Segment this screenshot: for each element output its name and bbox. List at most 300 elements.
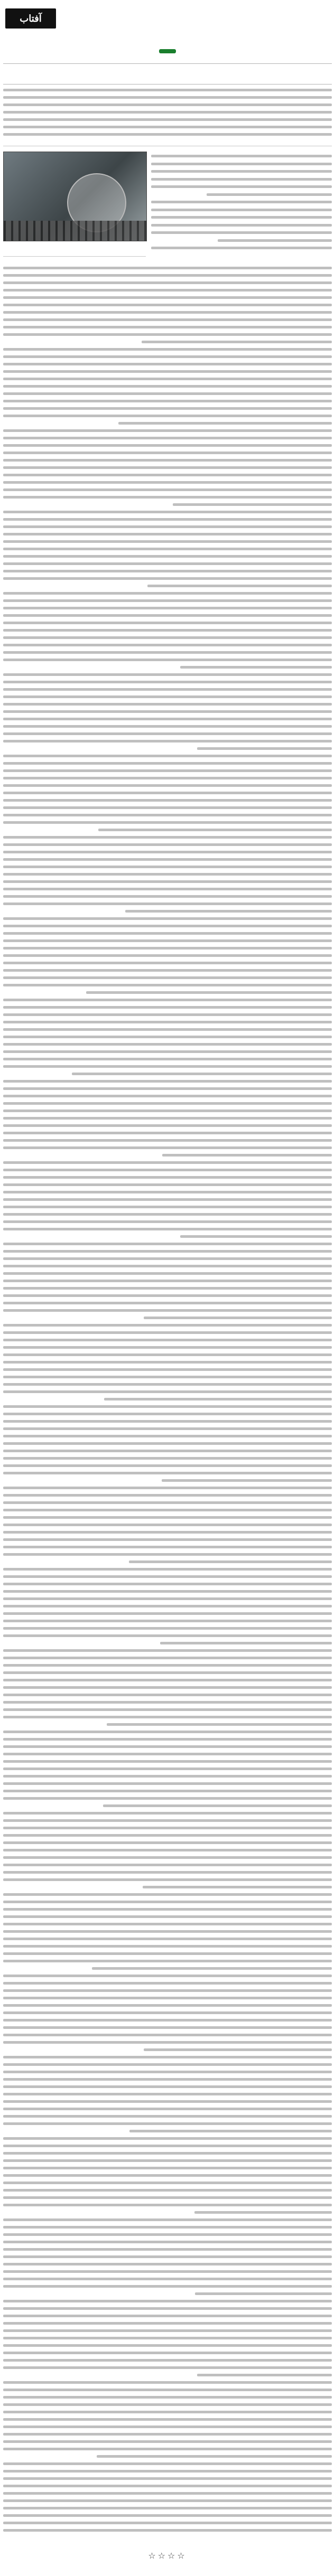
article (3, 45, 332, 2532)
text-line (3, 1997, 332, 1999)
text-line (3, 917, 332, 920)
text-line (3, 2462, 332, 2465)
text-line (3, 2248, 332, 2251)
text-line (3, 1841, 332, 1844)
text-line (3, 999, 332, 1001)
text-line (3, 1309, 332, 1312)
text-line (3, 939, 332, 942)
text-line (3, 2477, 332, 2480)
text-line (3, 2078, 332, 2081)
text-line (3, 2418, 332, 2421)
text-line (103, 1804, 332, 1807)
text-line (3, 444, 332, 447)
text-line (3, 133, 332, 136)
text-line (3, 1442, 332, 1445)
text-line (3, 407, 332, 410)
text-line (3, 1361, 332, 1364)
text-line (3, 762, 332, 765)
photo-gate-detail (4, 221, 146, 241)
headline (3, 63, 332, 84)
text-line (3, 2337, 332, 2339)
text-line (3, 1058, 332, 1060)
text-line (3, 629, 332, 632)
text-line (3, 1250, 332, 1253)
masthead (0, 0, 335, 42)
text-line (3, 1708, 332, 1711)
text-line (3, 1546, 332, 1548)
text-line (3, 710, 332, 713)
text-line (3, 452, 332, 454)
text-line (3, 1087, 332, 1090)
text-line (3, 1021, 332, 1023)
text-line (3, 2100, 332, 2103)
text-line (162, 1154, 332, 1157)
text-line (3, 1450, 332, 1452)
text-line (173, 503, 332, 506)
text-line (3, 1487, 332, 1489)
text-line (3, 2514, 332, 2517)
text-line (197, 747, 332, 750)
text-line (3, 2196, 332, 2199)
text-line (3, 2470, 332, 2472)
text-line (3, 1531, 332, 1534)
text-line (3, 1694, 332, 1696)
text-line (3, 1701, 332, 1704)
text-line (3, 1036, 332, 1038)
text-line (3, 1657, 332, 1659)
text-line (3, 2026, 332, 2029)
text-line (3, 1080, 332, 1083)
text-line (3, 1775, 332, 1778)
text-line (3, 2167, 332, 2169)
text-line (3, 2411, 332, 2413)
text-line (3, 2389, 332, 2391)
text-line (151, 209, 332, 211)
text-line (3, 1664, 332, 1667)
text-line (3, 2182, 332, 2184)
text-line (3, 1331, 332, 1334)
text-line (3, 1960, 332, 1962)
text-line (3, 1509, 332, 1511)
text-line (3, 2204, 332, 2206)
text-line (3, 1731, 332, 1733)
text-line (160, 1642, 332, 1644)
text-line (3, 2315, 332, 2317)
text-line (3, 858, 332, 861)
text-line (98, 829, 332, 831)
text-line (3, 1095, 332, 1097)
text-line (3, 104, 332, 106)
text-line (3, 1132, 332, 1134)
text-line (3, 1280, 332, 1282)
kicker-row (3, 45, 332, 60)
text-line (3, 1679, 332, 1681)
text-line (3, 1923, 332, 1925)
text-line (3, 732, 332, 735)
text-line (3, 1110, 332, 1112)
text-line (3, 2278, 332, 2280)
text-line (3, 2004, 332, 2007)
text-line (3, 2507, 332, 2509)
text-line (3, 1716, 332, 1718)
text-line (3, 118, 332, 121)
text-line (3, 1176, 332, 1179)
text-line (3, 2019, 332, 2022)
text-line (129, 1560, 332, 1563)
text-line (3, 821, 332, 824)
text-line (3, 1649, 332, 1652)
text-line (3, 1915, 332, 1918)
text-line (3, 1427, 332, 1430)
text-line (3, 2263, 332, 2265)
text-line (3, 1516, 332, 1519)
text-line (3, 474, 332, 476)
text-line (3, 1324, 332, 1327)
text-line (3, 888, 332, 890)
text-line (3, 511, 332, 513)
text-line (3, 962, 332, 964)
text-line (151, 216, 332, 219)
text-line (104, 1398, 332, 1400)
text-line (3, 814, 332, 816)
text-line (3, 799, 332, 802)
text-line (3, 688, 332, 691)
text-line (3, 1849, 332, 1851)
text-line (3, 2381, 332, 2384)
text-line (3, 1117, 332, 1120)
text-line (3, 1812, 332, 1815)
text-line (3, 2233, 332, 2236)
text-line (3, 843, 332, 846)
text-line (3, 1745, 332, 1748)
text-line (3, 866, 332, 868)
text-line (3, 2322, 332, 2325)
text-line (3, 947, 332, 949)
text-line (3, 311, 332, 314)
text-line (3, 392, 332, 395)
text-line (86, 991, 332, 994)
text-line (3, 1368, 332, 1371)
text-line (3, 2011, 332, 2014)
text-line (3, 1524, 332, 1526)
text-line (3, 2159, 332, 2162)
text-line (144, 1317, 332, 1319)
text-line (3, 2108, 332, 2110)
text-line (3, 1538, 332, 1541)
text-line (3, 1901, 332, 1903)
text-line (3, 370, 332, 373)
text-line (195, 2292, 332, 2295)
text-line (3, 466, 332, 469)
text-line (3, 1124, 332, 1127)
text-line (3, 518, 332, 521)
article-photo (3, 152, 147, 241)
text-line (3, 1161, 332, 1164)
text-line (3, 2529, 332, 2532)
text-line (3, 533, 332, 535)
text-line (3, 1206, 332, 1208)
text-line (3, 1938, 332, 1940)
text-line (3, 555, 332, 558)
text-line (3, 1760, 332, 1763)
text-line (3, 1553, 332, 1556)
text-line (3, 673, 332, 676)
text-line (3, 1975, 332, 1977)
text-line (3, 267, 332, 269)
text-line (3, 1272, 332, 1275)
text-line (180, 666, 332, 669)
text-line (151, 231, 332, 234)
text-line (3, 1627, 332, 1630)
text-line (3, 1265, 332, 1267)
text-line (3, 2085, 332, 2088)
text-line (3, 355, 332, 358)
text-line (3, 880, 332, 883)
text-line (3, 1738, 332, 1741)
text-line (3, 2226, 332, 2229)
text-line (3, 1575, 332, 1578)
text-line (3, 2041, 332, 2044)
text-line (3, 1671, 332, 1674)
text-line (194, 2211, 332, 2214)
text-line (197, 2374, 332, 2376)
text-line (3, 1878, 332, 1881)
text-line (3, 378, 332, 380)
text-line (3, 1435, 332, 1437)
text-line (3, 1819, 332, 1822)
text-line (3, 548, 332, 550)
text-line (3, 1302, 332, 1304)
text-line (142, 341, 332, 343)
text-line (3, 1590, 332, 1593)
text-line (3, 2344, 332, 2347)
text-line (3, 1790, 332, 1792)
text-line (118, 422, 332, 425)
text-line (3, 2485, 332, 2487)
text-line (3, 400, 332, 402)
text-line (3, 1050, 332, 1053)
text-line (3, 1612, 332, 1615)
text-line (3, 318, 332, 321)
text-line (3, 326, 332, 328)
text-line (3, 540, 332, 543)
text-line (3, 1620, 332, 1622)
text-line (143, 1886, 332, 1888)
text-line (3, 614, 332, 617)
text-line (3, 1827, 332, 1829)
text-line (3, 2396, 332, 2399)
text-line (3, 1405, 332, 1408)
text-line (3, 2218, 332, 2221)
text-line (3, 725, 332, 728)
text-line (3, 2034, 332, 2036)
text-line (3, 1169, 332, 1171)
text-line (3, 740, 332, 742)
text-line (3, 1257, 332, 1260)
text-line (3, 1834, 332, 1837)
text-line (3, 2145, 332, 2147)
text-line (3, 806, 332, 809)
text-line (3, 2285, 332, 2288)
text-line (3, 2366, 332, 2369)
text-line (3, 703, 332, 706)
text-line (3, 1472, 332, 1474)
kicker-label (159, 49, 176, 53)
text-line (3, 1864, 332, 1866)
text-line (3, 1501, 332, 1504)
text-line (3, 2448, 332, 2450)
text-line (3, 636, 332, 639)
text-line (3, 496, 332, 499)
text-line (3, 1383, 332, 1386)
end-of-article-stars: ☆☆☆☆ (148, 2551, 187, 2561)
text-line (3, 659, 332, 661)
text-line (3, 459, 332, 462)
text-line (3, 1583, 332, 1585)
text-line (3, 1457, 332, 1460)
text-line (3, 96, 332, 99)
text-line (3, 1028, 332, 1031)
text-line (3, 2499, 332, 2502)
text-line (3, 2056, 332, 2058)
text-line (3, 1220, 332, 1223)
photo-row (3, 152, 332, 260)
text-line (129, 2130, 332, 2132)
text-line (3, 1768, 332, 1770)
text-line (3, 769, 332, 772)
lead-paragraph (3, 89, 332, 146)
text-line (3, 2492, 332, 2495)
text-line (3, 1390, 332, 1393)
text-line (3, 2174, 332, 2177)
text-line (3, 1243, 332, 1245)
text-line (3, 126, 332, 128)
text-line (3, 851, 332, 853)
text-line (3, 984, 332, 986)
text-line (3, 2307, 332, 2310)
text-line (3, 1782, 332, 1785)
text-line (3, 1634, 332, 1637)
text-line (3, 562, 332, 565)
text-line (3, 607, 332, 609)
text-line (147, 585, 332, 587)
text-line (3, 2440, 332, 2443)
text-line (3, 525, 332, 528)
text-line (3, 577, 332, 580)
text-line (3, 1420, 332, 1423)
text-line (3, 1568, 332, 1571)
newspaper-logo (5, 8, 56, 29)
text-line (3, 488, 332, 491)
text-line (3, 1464, 332, 1467)
text-line (3, 2352, 332, 2354)
text-line (3, 2115, 332, 2118)
text-line (3, 1102, 332, 1105)
text-line (3, 1228, 332, 1230)
text-line (3, 1191, 332, 1193)
text-line (3, 1183, 332, 1186)
text-line (3, 592, 332, 595)
text-line (151, 155, 332, 157)
text-line (3, 1893, 332, 1896)
text-line (151, 185, 332, 188)
text-line (151, 163, 332, 165)
text-line (3, 1043, 332, 1046)
text-line (107, 1723, 332, 1726)
text-line (3, 1989, 332, 1992)
text-line (151, 201, 332, 203)
text-line (3, 1013, 332, 1016)
text-line (3, 111, 332, 114)
text-line (3, 969, 332, 972)
text-line (72, 1073, 332, 1075)
text-line (3, 2300, 332, 2302)
text-line (3, 385, 332, 388)
text-line (3, 1930, 332, 1933)
text-line (3, 1198, 332, 1201)
text-line (3, 755, 332, 757)
text-line (3, 2093, 332, 2095)
text-line (3, 274, 332, 277)
text-line (3, 2433, 332, 2436)
text-line (3, 415, 332, 417)
text-line (125, 910, 332, 913)
text-line (3, 1797, 332, 1800)
text-line (3, 348, 332, 351)
text-line (3, 1597, 332, 1600)
text-line (3, 1146, 332, 1149)
text-line (3, 1213, 332, 1216)
text-line (3, 925, 332, 927)
text-line (3, 333, 332, 336)
text-line (3, 1686, 332, 1689)
text-line (3, 1339, 332, 1341)
text-line (3, 304, 332, 306)
text-line (3, 1945, 332, 1948)
text-line (92, 1967, 332, 1970)
text-line (3, 2137, 332, 2140)
text-line (3, 281, 332, 284)
text-line (3, 681, 332, 683)
text-beside-photo (151, 152, 332, 256)
text-line (3, 289, 332, 292)
text-line (3, 1294, 332, 1297)
text-line (3, 792, 332, 794)
text-line (97, 2455, 332, 2458)
text-line (180, 1235, 332, 1238)
text-line (3, 1753, 332, 1755)
text-line (3, 1006, 332, 1009)
text-line (3, 1605, 332, 1607)
text-line (3, 481, 332, 484)
text-line (3, 2152, 332, 2155)
text-line (3, 2255, 332, 2258)
text-line (3, 1353, 332, 1356)
text-line (144, 2048, 332, 2051)
text-line (3, 2189, 332, 2192)
text-line (3, 2403, 332, 2406)
text-line (3, 1376, 332, 1378)
text-line (3, 895, 332, 898)
text-line (3, 1494, 332, 1497)
photo-caption (3, 242, 146, 257)
text-line (3, 1287, 332, 1290)
text-line (3, 644, 332, 646)
text-line (3, 1139, 332, 1142)
text-line (3, 2063, 332, 2066)
text-line (3, 2071, 332, 2073)
text-line (207, 193, 332, 196)
